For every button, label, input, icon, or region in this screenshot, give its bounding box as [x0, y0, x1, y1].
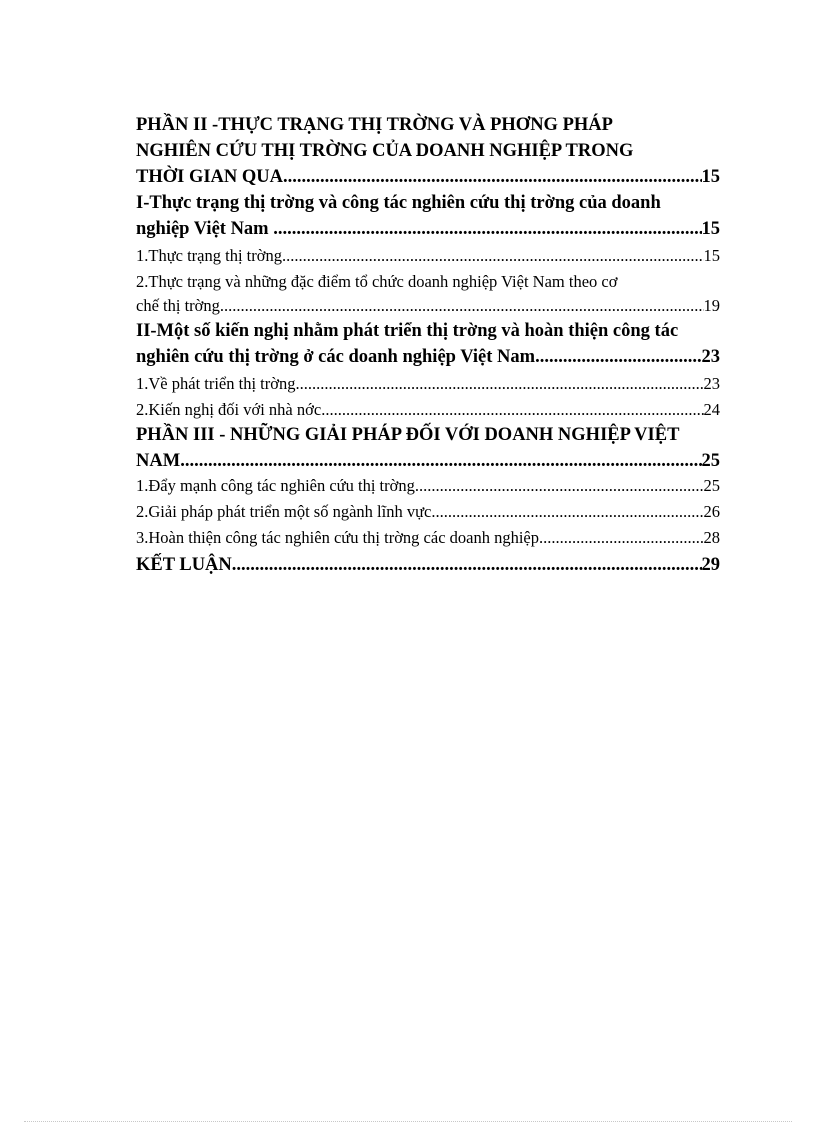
toc-page-number: 15: [701, 219, 720, 239]
toc-entry-section-2-1[interactable]: [136, 372, 720, 396]
table-of-contents: [136, 112, 720, 578]
dot-leader: [180, 448, 701, 474]
toc-entry-section-2-2[interactable]: [136, 398, 720, 422]
toc-entry-part-2-line-2: NGHIÊN CỨU THỊ TRỜNG CỦA DOANH NGHIỆP TRONG: [136, 141, 634, 161]
toc-entry-section-1[interactable]: [136, 190, 720, 242]
toc-page-number: 15: [701, 167, 720, 187]
toc-entry-label: 1.Đẩy mạnh công tác nghiên cứu thị trờng: [136, 476, 415, 495]
toc-page-number: 29: [701, 555, 720, 575]
toc-entry-part-2[interactable]: [136, 112, 720, 190]
toc-page-number: 28: [703, 528, 720, 547]
toc-entry-label: 1.Thực trạng thị trờng: [136, 246, 282, 265]
dot-leader: [220, 294, 704, 318]
toc-entry-part-2-line-3: THỜI GIAN QUA: [136, 167, 283, 187]
toc-entry-part-3-line-2: NAM: [136, 451, 181, 471]
toc-entry-conclusion[interactable]: [136, 552, 720, 578]
toc-page-number: 24: [703, 400, 720, 419]
toc-page-number: 19: [703, 296, 720, 315]
toc-entry-label: 1.Về phát triển thị trờng: [136, 374, 296, 393]
toc-page-number: 25: [701, 451, 720, 471]
dot-leader: [431, 500, 703, 524]
toc-entry-section-1-1[interactable]: [136, 244, 720, 268]
toc-entry-section-2-line-1: II-Một số kiến nghị nhằm phát triển thị trờng và hoàn thiện công tác: [136, 321, 679, 341]
toc-page-number: 23: [701, 347, 720, 367]
toc-entry-part-3[interactable]: [136, 422, 720, 474]
toc-page-number: 26: [703, 502, 720, 521]
toc-entry-label: 2.Kiến nghị đối với nhà nớc: [136, 400, 322, 419]
toc-entry-section-2-line-2: nghiên cứu thị trờng ở các doanh nghiệp Việt Nam: [136, 347, 536, 367]
toc-entry-part-2-line-1: PHẦN II -THỰC TRẠNG THỊ TRỜNG VÀ PHƠNG PHÁP: [136, 115, 613, 135]
dot-leader: [321, 398, 703, 422]
dot-leader: [283, 164, 702, 190]
toc-entry-label-line-1: 2.Thực trạng và những đặc điểm tổ chức doanh nghiệp Việt Nam theo cơ: [136, 272, 618, 291]
dot-leader: [415, 474, 704, 498]
toc-entry-part-3-2[interactable]: [136, 500, 720, 524]
dot-leader: [282, 244, 704, 268]
toc-entry-section-1-2[interactable]: [136, 270, 720, 318]
toc-entry-part-3-line-1: PHẦN III - NHỮNG GIẢI PHÁP ĐỐI VỚI DOANH NGHIỆP VIỆT: [136, 425, 680, 445]
toc-page-number: 23: [703, 374, 720, 393]
page-bottom-border: [24, 1121, 792, 1122]
toc-entry-section-1-line-2: nghiệp Việt Nam .: [136, 219, 278, 239]
toc-entry-label: 2.Giải pháp phát triển một số ngành lĩnh vực: [136, 502, 432, 521]
toc-page-number: 25: [703, 476, 720, 495]
toc-entry-section-1-line-1: I-Thực trạng thị trờng và công tác nghiên cứu thị trờng của doanh: [136, 193, 661, 213]
dot-leader: [232, 552, 702, 578]
toc-page-number: 15: [703, 246, 720, 265]
dot-leader: [278, 216, 702, 242]
toc-entry-label: 3.Hoàn thiện công tác nghiên cứu thị trờng các doanh nghiệp: [136, 528, 540, 547]
toc-entry-label-line-2: chế thị trờng: [136, 296, 220, 315]
dot-leader: [295, 372, 703, 396]
dot-leader: [535, 344, 701, 370]
toc-entry-part-3-3[interactable]: [136, 526, 720, 550]
toc-entry-label: KẾT LUẬN: [136, 555, 232, 575]
toc-entry-part-3-1[interactable]: [136, 474, 720, 498]
dot-leader: [539, 526, 703, 550]
toc-entry-section-2[interactable]: [136, 318, 720, 370]
